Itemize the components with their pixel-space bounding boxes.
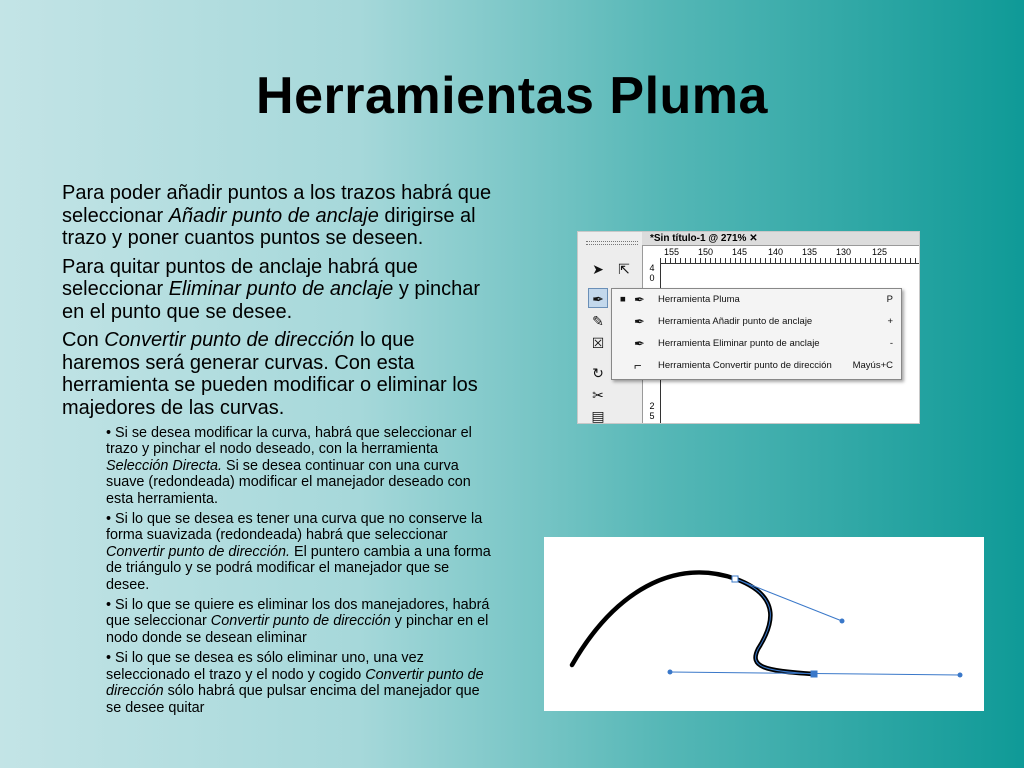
convert-anchor-icon: ⌐ (634, 358, 642, 373)
ruler-number: 150 (698, 247, 714, 257)
slide-title: Herramientas Pluma (256, 67, 768, 125)
bullet-emphasis: Convertir punto de dirección (210, 613, 391, 630)
menu-item-label: Herramienta Eliminar punto de anclaje (658, 338, 820, 349)
menu-item-shortcut: Mayús+C (852, 360, 893, 371)
paragraph-3 (62, 329, 492, 419)
ruler-number: 4 (649, 263, 655, 273)
direction-handle-point (840, 619, 845, 624)
horizontal-ruler (660, 246, 920, 264)
pen-tool-flyout-menu (611, 288, 902, 380)
bullet-item (106, 425, 492, 507)
document-tab[interactable]: *Sin título-1 @ 271% ✕ (642, 232, 920, 246)
menu-item-shortcut: P (886, 294, 893, 305)
pen-icon[interactable]: ✒ (588, 288, 608, 308)
anchor-point (732, 576, 738, 582)
bullet-text: El puntero cambia a una forma de triángulo y se podrá modificar el manejador que se desee. (106, 543, 491, 593)
bullet-list (106, 425, 492, 716)
paragraph-emphasis: Añadir punto de anclaje (168, 204, 379, 227)
direct-selection-icon[interactable]: ⇱ (618, 261, 630, 277)
menu-item-convert-anchor[interactable] (612, 355, 901, 377)
menu-item-pen[interactable] (612, 289, 901, 311)
bullet-item (106, 511, 492, 593)
bullet-text: • Si lo que se desea es sólo eliminar uno, una vez seleccionado el trazo y el nodo y cogido (106, 650, 424, 683)
anchor-point (811, 671, 817, 677)
menu-item-label: Herramienta Añadir punto de anclaje (658, 316, 813, 327)
frame-icon[interactable]: ☒ (591, 335, 605, 351)
ruler-number: 135 (802, 247, 818, 257)
direction-handle-line (736, 579, 842, 621)
bullet-emphasis: Selección Directa. (106, 457, 222, 474)
paragraph-text: dirigirse al trazo y poner cuantos puntos se deseen. (62, 204, 476, 249)
bullet-item (106, 597, 492, 646)
curve-illustration (544, 537, 984, 711)
gradient-icon[interactable]: ▤ (591, 408, 605, 424)
bullet-text: sólo habrá que pulsar encima del manejador que se desee quitar (106, 683, 480, 716)
direction-handle-point (958, 673, 963, 678)
bullet-text: y pinchar en el nodo donde se desean eliminar (106, 613, 489, 646)
paragraph-text: y pinchar en el punto que se desee. (62, 278, 481, 323)
bullet-item (106, 650, 492, 716)
menu-item-shortcut: - (889, 338, 893, 349)
paragraph-text: Para poder añadir puntos a los trazos habrá que seleccionar (62, 182, 492, 227)
pen-icon: ✒ (634, 292, 645, 307)
ruler-number: 125 (872, 247, 888, 257)
bullet-text: Si se desea continuar con una curva suave (redondeada) modificar el manejador deseado con esta herramienta. (106, 457, 471, 507)
paragraph-2 (62, 256, 492, 324)
slide-body (62, 182, 492, 720)
paragraph-text: Para quitar puntos de anclaje habrá que seleccionar (62, 255, 418, 300)
paragraph-emphasis: Eliminar punto de anclaje (168, 278, 394, 300)
checkmark-icon: ■ (620, 294, 626, 305)
curve-path (572, 572, 814, 674)
paragraph-text: Con (62, 329, 105, 351)
ruler-number: 5 (649, 411, 655, 421)
ruler-number: 140 (768, 247, 784, 257)
ruler-number: 155 (664, 247, 680, 257)
ruler-number: 145 (732, 247, 748, 257)
selection-arrow-icon[interactable]: ➤ (592, 261, 604, 277)
bullet-text: • Si lo que se quiere es eliminar los dos manejadores, habrá que seleccionar (106, 597, 490, 630)
rotate-icon[interactable]: ↻ (592, 365, 604, 381)
curve-path-highlight (736, 579, 814, 674)
paragraph-emphasis: Convertir punto de dirección (104, 329, 355, 351)
bullet-emphasis: Convertir punto de dirección. (106, 543, 290, 560)
paragraph-1 (62, 182, 492, 250)
menu-item-delete-anchor[interactable] (612, 333, 901, 355)
curve-example-screenshot (544, 537, 984, 711)
ruler-number: 2 (649, 401, 655, 411)
paragraph-text: lo que haremos será generar curvas. Con esta herramienta se pueden modificar o eliminar los majedores de las curvas. (62, 329, 478, 419)
pencil-icon[interactable]: ✎ (592, 313, 604, 329)
menu-item-add-anchor[interactable] (612, 311, 901, 333)
bullet-text: • Si se desea modificar la curva, habrá que seleccionar el trazo y pinchar el nodo deseado, con la herramienta (106, 425, 472, 458)
delete-anchor-pen-icon: ✒ (634, 336, 645, 351)
ruler-number: 130 (836, 247, 852, 257)
menu-item-label: Herramienta Pluma (658, 294, 740, 305)
bullet-text: • Si lo que se desea es tener una curva que no conserve la forma suavizada (redondeada) habrá que seleccionar (106, 511, 483, 544)
add-anchor-pen-icon: ✒ (634, 314, 645, 329)
bullet-emphasis: Convertir punto de dirección (106, 666, 484, 700)
direction-handle-point (668, 670, 673, 675)
menu-item-label: Herramienta Convertir punto de dirección (658, 360, 832, 371)
scissors-icon[interactable]: ✂ (592, 387, 604, 403)
panel-grip[interactable] (586, 241, 638, 245)
ruler-number: 0 (649, 273, 655, 283)
pen-tools-screenshot (577, 231, 920, 424)
menu-item-shortcut: + (887, 316, 893, 327)
